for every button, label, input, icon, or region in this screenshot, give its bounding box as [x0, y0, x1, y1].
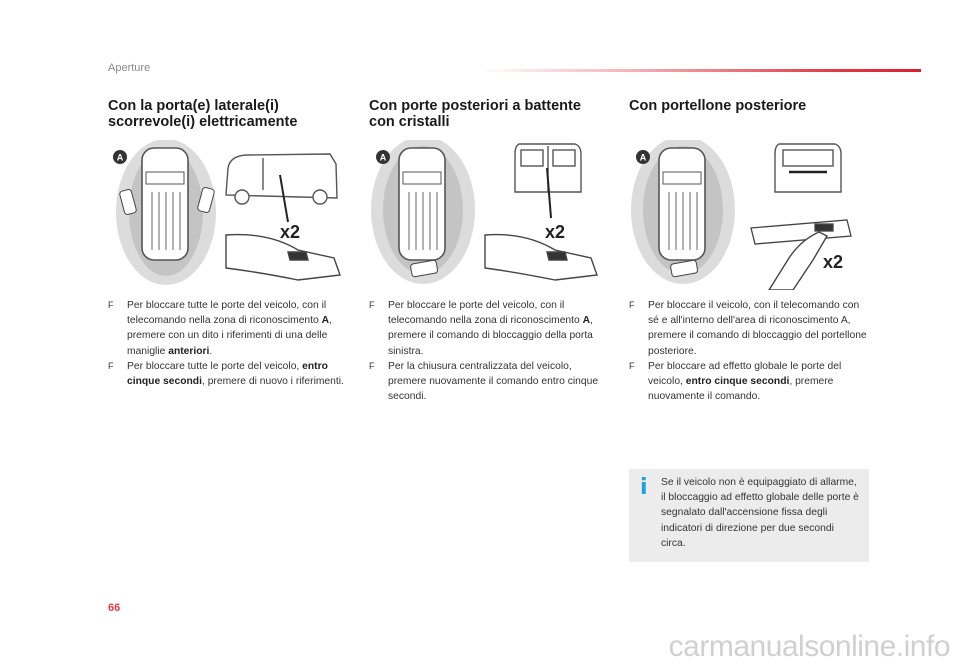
bullet-icon: F [369, 360, 375, 371]
bullet-icon: F [108, 300, 114, 310]
instructions-list [629, 298, 869, 404]
info-text: Se il veicolo non è equipaggiato di allarme, il bloccaggio ad effetto globale delle porte è segnalato dall'accensione fissa degli indicatori di direzione per due secondi circa. [661, 477, 859, 549]
list-item: F Per bloccare tutte le porte del veicolo, con il telecomando nella zona di riconoscimento A, premere con un dito i riferimenti di una delle maniglie anteriori. [108, 300, 332, 357]
instructions-list [108, 298, 348, 389]
title-line-1: Con la porta(e) laterale(i) [108, 98, 279, 114]
title-line-2: scorrevole(i) elettricamente [108, 114, 298, 130]
bullet-icon: F [369, 300, 375, 310]
press-twice-label: x2 [545, 222, 566, 242]
bullet-icon: F [629, 360, 635, 371]
title-line-2: con cristalli [369, 114, 450, 130]
page-number: 66 [108, 602, 121, 614]
column-rear-doors [369, 98, 614, 134]
list-item: F Per bloccare le porte del veicolo, con il telecomando nella zona di riconoscimento A, premere il comando di bloccaggio della porta sinistra. [369, 300, 593, 357]
press-twice-label: x2 [823, 252, 844, 272]
info-note [629, 469, 869, 562]
column-title [369, 98, 614, 134]
column-tailgate [629, 98, 874, 134]
column-title [108, 98, 353, 134]
hand-press-icon [485, 235, 597, 280]
zone-marker-label: A [116, 152, 124, 163]
title-line-1: Con portellone posteriore [629, 98, 807, 114]
bullet-icon: F [629, 300, 635, 310]
list-item: F Per la chiusura centralizzata del veicolo, premere nuovamente il comando entro cinque secondi. [369, 360, 599, 403]
header-rule [480, 69, 921, 72]
bullet-icon: F [108, 360, 114, 371]
list-item: F Per bloccare il veicolo, con il telecomando con sé e all'interno dell'area di riconoscimento A, premere il comando di bloccaggio del portellone posteriore. [629, 300, 867, 357]
column-title [629, 98, 874, 134]
tailgate-handle-icon [751, 220, 851, 244]
zone-marker-label: A [379, 152, 387, 163]
tailgate-illustration [629, 140, 874, 290]
tailgate-icon [775, 144, 841, 192]
section-header: Aperture [108, 62, 151, 74]
rear-door-illustration [369, 140, 614, 290]
list-item: F Per bloccare tutte le porte del veicolo, entro cinque secondi, premere di nuovo i riferimenti. [108, 360, 344, 388]
list-item: F Per bloccare ad effetto globale le porte del veicolo, entro cinque secondi, premere nuovamente il comando. [629, 360, 842, 403]
zone-marker-label: A [639, 152, 647, 163]
title-line-1: Con porte posteriori a battente [369, 98, 581, 114]
column-sliding-doors [108, 98, 353, 134]
info-icon: i [640, 475, 648, 500]
sliding-door-illustration [108, 140, 353, 290]
press-twice-label: x2 [280, 222, 301, 242]
instructions-list [369, 298, 609, 404]
watermark: carmanualsonline.info [668, 630, 950, 663]
